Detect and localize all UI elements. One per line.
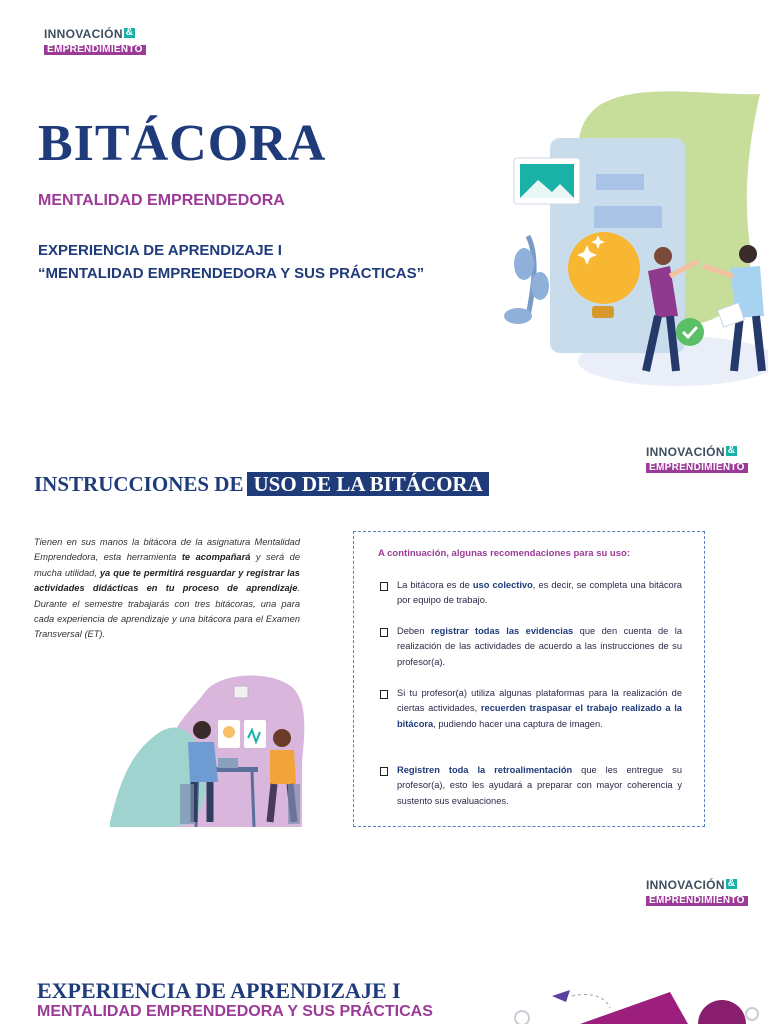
checkbox-icon (380, 628, 388, 637)
text-run: La bitácora es de (397, 580, 473, 590)
recommendation-item (380, 624, 682, 670)
next-section-title: EXPERIENCIA DE APRENDIZAJE I (37, 978, 401, 1003)
teamwork-illustration (498, 86, 768, 390)
brand-logo: INNOVACIÓN & EMPRENDIMIENTO (646, 879, 748, 907)
students-illustration (110, 672, 305, 832)
emphasized-text: Registren toda la retroalimentación (397, 765, 573, 775)
checkbox-icon (380, 690, 388, 699)
recommendations-heading: A continuación, algunas recomendaciones para su uso: (378, 548, 630, 559)
brand-logo: INNOVACIÓN & EMPRENDIMIENTO (44, 28, 146, 56)
text-run: . Durante el semestre trabajarás con tres bitácoras, una para cada experiencia de aprendizaje y una bitácora para el Examen Transversal (ET). (34, 583, 300, 640)
text-run: que den cuenta de la realización de las actividades de acuerdo a las instrucciones de su profesor(a). (397, 626, 682, 667)
emphasized-text: ya que te permitirá resguardar y registrar las actividades didácticas en tu proceso de aprendizaje (34, 567, 300, 594)
brand-logo: INNOVACIÓN & EMPRENDIMIENTO (646, 446, 748, 474)
section-title: INSTRUCCIONES DE USO DE LA BITÁCORA (34, 472, 489, 497)
checkbox-icon (380, 582, 388, 591)
text-run: Deben (397, 626, 431, 636)
emphasized-text: recuerden traspasar el trabajo realizado a la bitácora (397, 703, 682, 729)
experience-title: EXPERIENCIA DE APRENDIZAJE I (38, 242, 282, 259)
decorative-shapes (500, 984, 768, 1024)
experience-subtitle: “MENTALIDAD EMPRENDEDORA Y SUS PRÁCTICAS” (38, 265, 425, 282)
intro-paragraph (34, 535, 300, 643)
text-run: , pudiendo hacer una captura de imagen. (433, 718, 603, 729)
course-subtitle: MENTALIDAD EMPRENDEDORA (38, 192, 285, 209)
next-section-subtitle: MENTALIDAD EMPRENDEDORA Y SUS PRÁCTICAS (37, 1003, 433, 1020)
text-run: , es decir, se completa una bitácora por equipo de trabajo. (397, 580, 682, 606)
emphasized-text: uso colectivo (472, 580, 533, 590)
text-run: Si tu profesor(a) utiliza algunas plataformas para la realización de ciertas actividades, (397, 688, 682, 714)
recommendation-item (380, 763, 682, 809)
page-title: BITÁCORA (38, 115, 327, 172)
section-title-highlight: USO DE LA BITÁCORA (247, 472, 488, 496)
text-run: Tienen en sus manos la bitácora de la asignatura Mentalidad Emprendedora, esta herramienta (34, 537, 300, 563)
checkbox-icon (380, 767, 388, 776)
recommendation-item (380, 686, 682, 732)
emphasized-text: te acompañará (181, 552, 251, 563)
text-run: y será de mucha utilidad, (34, 552, 300, 578)
text-run: que les entregue su profesor(a), esto les ayudará a preparar con mayor coherencia y sustento sus evaluaciones. (397, 765, 682, 806)
emphasized-text: registrar todas las evidencias (430, 626, 574, 636)
recommendation-item (380, 578, 682, 609)
